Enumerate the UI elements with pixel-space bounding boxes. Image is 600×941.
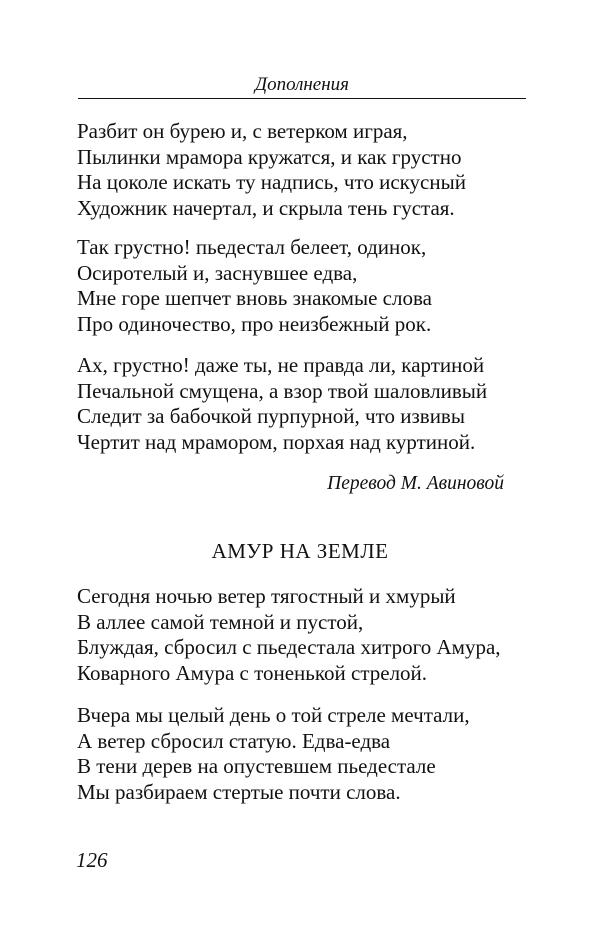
header-rule <box>78 98 526 99</box>
verse-line: Вчера мы целый день о той стреле мечтали, <box>77 703 470 727</box>
verse-line: Про одиночество, про неизбежный рок. <box>77 311 432 336</box>
poem1-stanza-3 <box>77 353 487 455</box>
poem1-stanza-2 <box>77 235 432 337</box>
verse-line: Ах, грустно! даже ты, не правда ли, картиной <box>77 353 485 377</box>
verse-line: Чертит над мрамором, порхая над куртиной. <box>77 429 476 454</box>
verse-line: Пылинки мрамора кружатся, и как грустно <box>77 144 462 169</box>
verse-line: Так грустно! пьедестал белеет, одинок, <box>77 235 427 259</box>
verse-line: В тени дерев на опустевшем пьедестале <box>77 754 436 778</box>
poem2-stanza-1 <box>77 584 501 686</box>
verse-line: А ветер сбросил статую. Едва-едва <box>77 728 391 753</box>
verse-line: Художник начертал, и скрыла тень густая. <box>77 195 455 220</box>
page-number: 126 <box>76 848 108 872</box>
verse-line: Мне горе шепчет вновь знакомые слова <box>77 286 432 310</box>
poem1-stanza-1 <box>77 119 466 221</box>
verse-line: На цоколе искать ту надпись, что искусный <box>77 170 466 194</box>
verse-line: Осиротелый и, заснувшее едва, <box>77 260 358 285</box>
translator-credit: Перевод М. Авиновой <box>327 473 504 494</box>
running-head: Дополнения <box>254 74 350 95</box>
verse-line: Коварного Амура с тоненькой стрелой. <box>77 660 428 685</box>
verse-line: Следит за бабочкой пурпурной, что извивы <box>77 404 465 428</box>
verse-line: Разбит он бурею и, с ветерком играя, <box>77 119 408 143</box>
verse-line: Блуждая, сбросил с пьедестала хитрого Амура, <box>77 635 501 659</box>
poem2-stanza-2 <box>77 703 470 805</box>
poem-title: АМУР НА ЗЕМЛЕ <box>211 539 389 563</box>
verse-line: Печальной смущена, а взор твой шаловливый <box>77 378 488 403</box>
verse-line: Сегодня ночью ветер тягостный и хмурый <box>77 584 456 608</box>
verse-line: В аллее самой темной и пустой, <box>77 609 364 634</box>
verse-line: Мы разбираем стертые почти слова. <box>77 779 401 804</box>
